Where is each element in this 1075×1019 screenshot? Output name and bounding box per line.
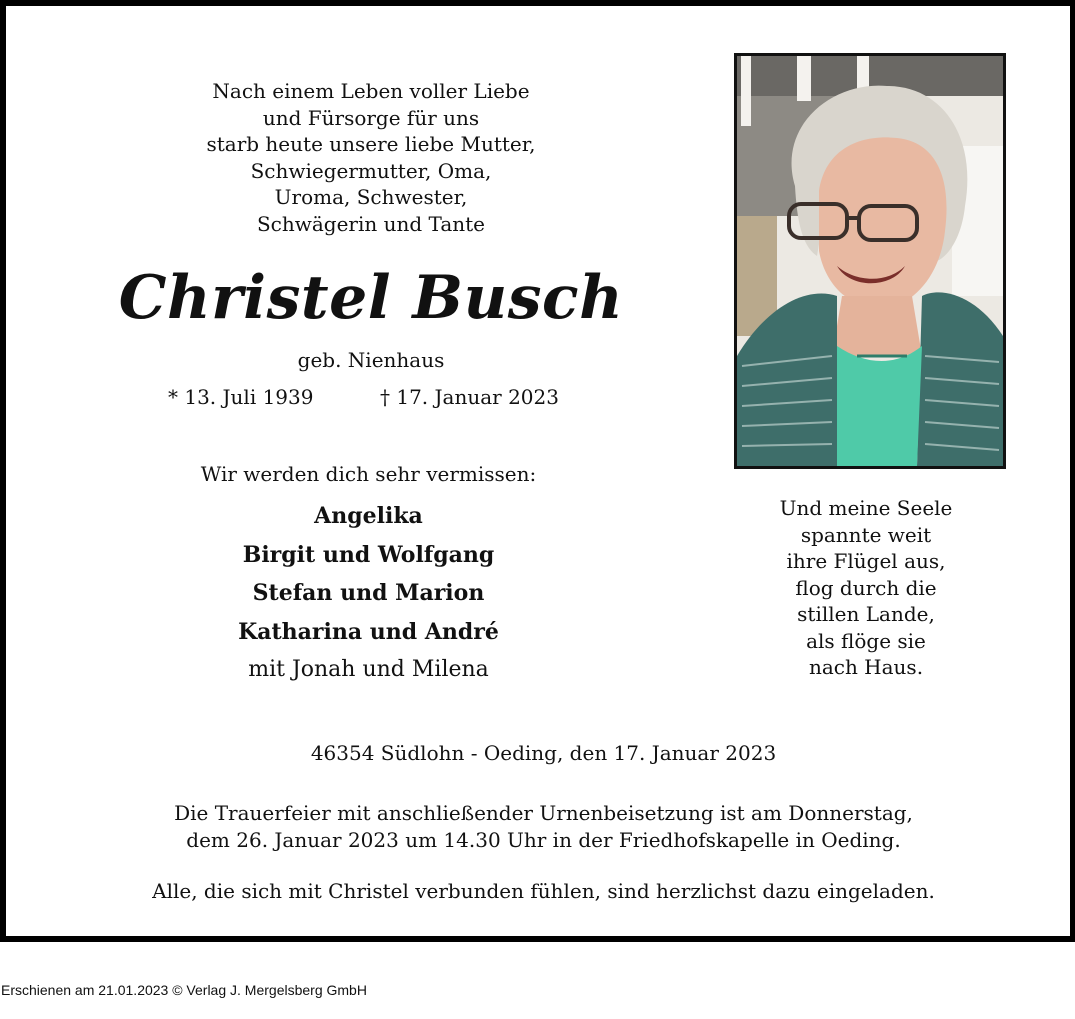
birth-name: geb. Nienhaus <box>297 348 445 372</box>
poem-line: Und meine Seele <box>779 496 953 520</box>
poem-line: flog durch die <box>795 575 937 600</box>
life-dates <box>6 385 736 413</box>
poem <box>736 495 996 681</box>
poem-line: ihre Flügel aus, <box>786 549 946 573</box>
mourner-extra: mit Jonah und Milena <box>248 657 489 682</box>
ceremony-info <box>6 800 1075 854</box>
publication-footer: Erschienen am 21.01.2023 © Verlag J. Mergelsberg GmbH <box>1 982 367 998</box>
mourner-name: Stefan und Marion <box>252 580 485 606</box>
mourner-name: Angelika <box>314 503 423 529</box>
mourner-name: Katharina und André <box>238 618 499 645</box>
mourner-name: Birgit und Wolfgang <box>242 541 495 568</box>
place-date: 46354 Südlohn - Oeding, den 17. Januar 2023 <box>310 741 777 765</box>
poem-line: als flöge sie <box>806 628 926 653</box>
intro-line: Nach einem Leben voller Liebe <box>212 79 530 103</box>
birth-date: * 13. Juli 1939 <box>168 385 314 409</box>
ceremony-line: Die Trauerfeier mit anschließender Urnenbeisetzung ist am Donnerstag, <box>174 801 913 825</box>
intro-line: starb heute unsere liebe Mutter, <box>206 132 536 156</box>
intro-line: Uroma, Schwester, <box>274 185 468 209</box>
ceremony-line: dem 26. Januar 2023 um 14.30 Uhr in der Friedhofskapelle in Oeding. <box>186 828 901 852</box>
intro-line: Schwägerin und Tante <box>256 211 486 236</box>
poem-line: spannte weit <box>800 522 932 547</box>
intro-line: und Fürsorge für uns <box>262 105 480 130</box>
portrait-photo <box>734 53 1006 469</box>
intro-line: Schwiegermutter, Oma, <box>250 158 492 183</box>
mourners-intro: Wir werden dich sehr vermissen: <box>200 462 537 486</box>
deceased-name: Christel Busch <box>118 263 624 333</box>
mourners-list <box>116 497 621 690</box>
death-date: † 17. Januar 2023 <box>380 385 559 409</box>
intro-text <box>156 78 586 237</box>
poem-line: nach Haus. <box>808 655 924 679</box>
invitation-text: Alle, die sich mit Christel verbunden fühlen, sind herzlichst dazu eingeladen. <box>152 879 935 903</box>
poem-line: stillen Lande, <box>797 602 935 626</box>
